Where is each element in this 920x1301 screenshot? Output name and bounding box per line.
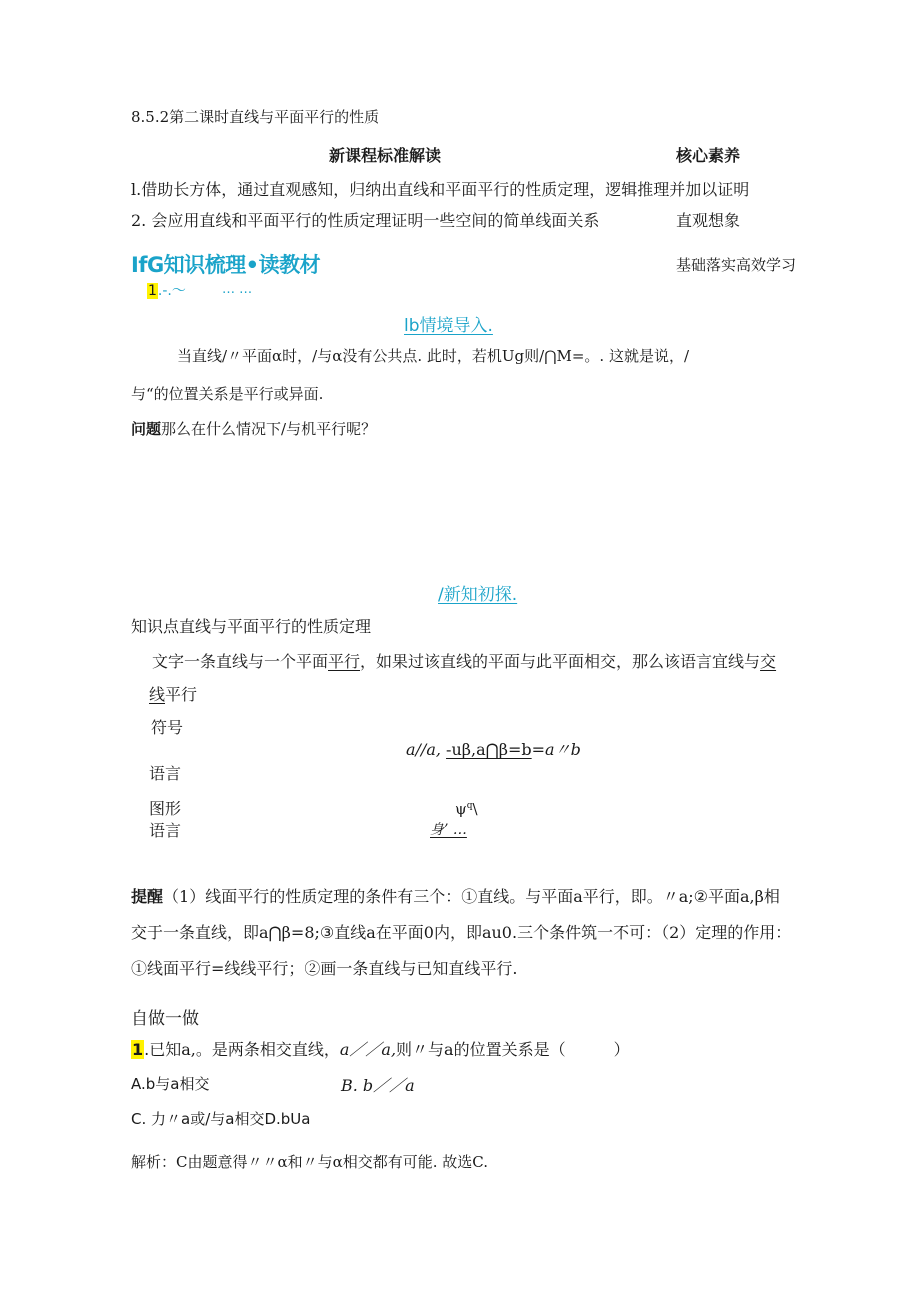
intro-paragraph-line-2: 与“的位置关系是平行或异面. <box>131 385 324 403</box>
symbol-label: 符号 <box>151 718 184 737</box>
symbol-formula-underlined: -uβ,a⋂β=b <box>446 740 532 759</box>
symbol-label-2: 语言 <box>149 764 182 783</box>
section-banner-subtitle: 基础落实高效学习 <box>676 256 797 274</box>
standard-row-2: 2. 会应用直线和平面平行的性质定理证明一些空间的简单线面关系 <box>131 211 600 230</box>
text-language-line2-rest: 平行 <box>165 685 198 704</box>
reminder-text-1: （1）线面平行的性质定理的条件有三个：①直线。与平面a平行，即。〃a;②平面a,β相 <box>163 887 780 906</box>
new-knowledge-heading: /新知初探. <box>438 585 518 605</box>
figure-glyph-1 <box>455 800 478 818</box>
figure-glyph-2: 身’ … <box>430 822 467 838</box>
knowledge-point-title: 知识点直线与平面平行的性质定理 <box>131 617 372 636</box>
symbol-formula-post: =a〃b <box>531 740 581 759</box>
figure-label-2: 语言 <box>149 821 182 840</box>
intro-heading: lb情境导入. <box>404 316 493 336</box>
option-c-d: C. 力〃a或/与a相交D.bUa <box>131 1110 311 1128</box>
question-text-italic: a／／a, <box>339 1040 397 1059</box>
section-marker-number: 1 <box>148 283 157 299</box>
section-banner-title: IfG知识梳理•读教材 <box>131 253 321 277</box>
standard-row-1: l.借助长方体，通过直观感知，归纳出直线和平面平行的性质定理，逻辑推理并加以证明 <box>131 180 750 199</box>
intro-paragraph-line-1: 当直线/〃平面α时，/与α没有公共点. 此时，若机Ug则/⋂M=。. 这就是说，/ <box>177 347 690 365</box>
text-language-underlined-1: 平行 <box>328 652 361 671</box>
practice-question <box>131 1037 630 1060</box>
reminder-line-2: 交于一条直线，即a⋂β=8;③直线a在平面0内，即au0.三个条件筑一不可：（2）定理的作用： <box>131 923 792 942</box>
reminder-line-1 <box>131 884 780 907</box>
reminder-line-3: ①线面平行=线线平行；②画一条直线与已知直线平行. <box>131 959 518 978</box>
lesson-title: 8.5.2第二课时直线与平面平行的性质 <box>131 108 380 126</box>
reminder-label: 提醒 <box>131 887 164 906</box>
section-marker-text: .-.～ <box>157 283 186 299</box>
section-marker <box>147 280 186 300</box>
figure-glyph-1-sup: q <box>466 801 473 811</box>
section-marker-dots: … … <box>222 282 253 297</box>
analysis-text: 解析：C由题意得〃〃α和〃与α相交都有可能. 故选C. <box>131 1153 488 1171</box>
literacy-column-header: 核心素养 <box>676 146 741 165</box>
question-text-pre: .已知a,。是两条相交直线， <box>144 1040 340 1059</box>
question-number: 1 <box>132 1040 144 1059</box>
text-language-pre: 文字一条直线与一个平面 <box>152 652 329 671</box>
text-language-line2-underlined: 线 <box>149 685 166 704</box>
text-language-row-2 <box>149 682 197 705</box>
question-label: 问题 <box>131 420 162 438</box>
option-a: A.b与a相交 <box>131 1075 210 1093</box>
text-language-row <box>152 649 776 672</box>
symbol-formula-pre: a//a, <box>406 740 447 759</box>
literacy-row-2: 直观想象 <box>676 211 741 230</box>
text-language-underlined-2: 交 <box>760 652 777 671</box>
symbol-formula <box>406 737 581 760</box>
intro-question <box>131 418 376 439</box>
figure-label: 图形 <box>149 799 182 818</box>
figure-glyph-1-main: ψ <box>455 800 467 818</box>
question-text-post: 则〃与a的位置关系是（ ） <box>396 1040 630 1059</box>
standards-column-header: 新课程标准解读 <box>329 146 442 165</box>
question-text: 那么在什么情况下/与机平行呢？ <box>161 420 377 438</box>
option-b: B. b／／a <box>341 1076 415 1095</box>
practice-heading: 自做一做 <box>131 1009 199 1029</box>
text-language-mid: ，如果过该直线的平面与此平面相交，那么该语言宜线与 <box>360 652 761 671</box>
figure-glyph-1-tail: \ <box>472 800 478 818</box>
